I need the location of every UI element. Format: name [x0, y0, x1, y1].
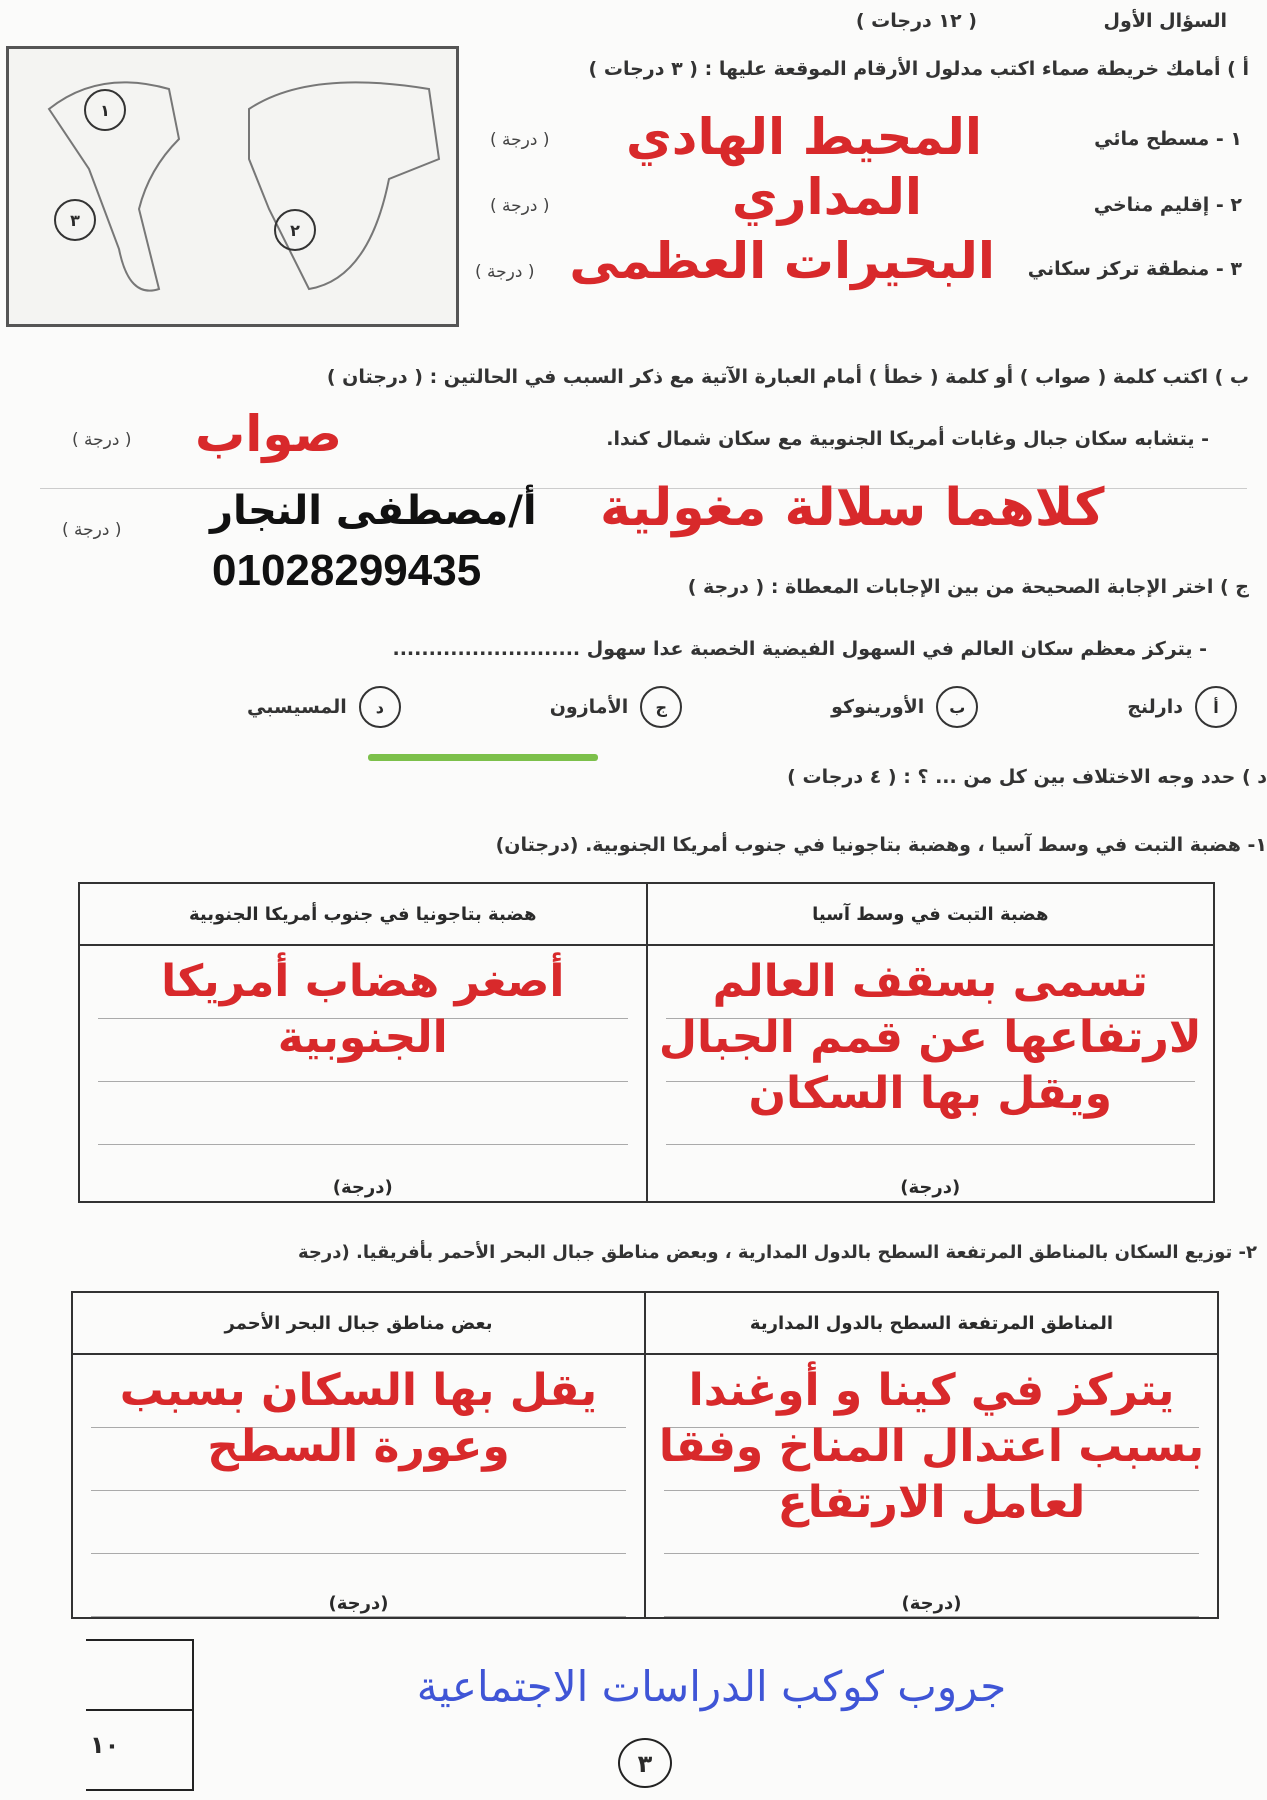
option-c-letter: ج: [640, 686, 682, 728]
part-b-answer: صواب: [195, 405, 343, 463]
table2-answer-left: يقل بها السكان بسبب وعورة السطح: [119, 1365, 598, 1472]
part-a-instruction: أ ) أمامك خريطة صماء اكتب مدلول الأرقام الموقعة عليها : ( ٣ درجات ): [588, 58, 1249, 80]
table2-cell-left: [72, 1354, 645, 1618]
part-d-item-2: ٢- توزيع السكان بالمناطق المرتفعة السطح بالدول المدارية ، وبعض مناطق جبال البحر الأحمر بأفريقيا. (درجة: [298, 1242, 1257, 1263]
comparison-table-1: [78, 882, 1215, 1203]
option-c[interactable]: [550, 686, 683, 728]
map-number-2: ٢: [274, 209, 316, 251]
score-value: ١٠: [90, 1731, 120, 1759]
part-d-item-1: ١- هضبة التبت في وسط آسيا ، وهضبة بتاجونيا في جنوب أمريكا الجنوبية. (درجتان): [495, 834, 1267, 856]
part-b-instruction: ب ) اكتب كلمة ( صواب ) أو كلمة ( خطأ ) أمام العبارة الآتية مع ذكر السبب في الحالتين : ( درجتان ): [326, 366, 1249, 388]
table1-cell-right: [647, 945, 1215, 1202]
option-b[interactable]: [831, 686, 978, 728]
option-d[interactable]: [247, 686, 401, 728]
option-c-text: الأمازون: [549, 696, 629, 718]
option-a-letter: أ: [1195, 686, 1237, 728]
item-2-mark: ( درجة ): [490, 196, 550, 216]
selected-answer-underline: [368, 754, 598, 761]
teacher-phone: 01028299435: [212, 546, 482, 595]
part-b-statement: - يتشابه سكان جبال وغابات أمريكا الجنوبية مع سكان شمال كندا.: [606, 428, 1209, 450]
item-3-label: ٣ - منطقة تركز سكاني: [1027, 258, 1242, 280]
answer-2: المداري: [731, 168, 922, 226]
question-title: [856, 10, 1227, 32]
map-number-3: ٣: [54, 199, 96, 241]
part-d-instruction: د ) حدد وجه الاختلاف بين كل من ... ؟ : ( ٤ درجات ): [787, 766, 1267, 788]
table2-mark-right: (درجة): [901, 1593, 962, 1614]
item-1-label: ١ - مسطح مائي: [1094, 128, 1242, 150]
part-c-question: - يتركز معظم سكان العالم في السهول الفيضية الخصبة عدا سهول ..........................: [392, 638, 1207, 660]
table1-mark-right: (درجة): [900, 1177, 961, 1198]
table2-header-right: المناطق المرتفعة السطح بالدول المدارية: [645, 1292, 1218, 1354]
map-number-1: ١: [84, 89, 126, 131]
option-d-text: المسيسبي: [247, 696, 347, 718]
table1-mark-left: (درجة): [332, 1177, 393, 1198]
option-b-text: الأورينوكو: [831, 696, 925, 718]
option-b-letter: ب: [936, 686, 978, 728]
table1-answer-right: تسمى بسقف العالم لارتفاعها عن قمم الجبال ويقل بها السكان: [658, 956, 1202, 1119]
option-a-text: دارلنج: [1127, 696, 1183, 718]
page-number: ٣: [618, 1738, 672, 1788]
part-c-options: [137, 686, 1237, 728]
answer-1: المحيط الهادي: [625, 108, 982, 166]
question-title-text: السؤال الأول: [1103, 10, 1227, 32]
option-a[interactable]: [1127, 686, 1237, 728]
question-marks: ( ١٢ درجات ): [855, 10, 977, 32]
part-b-mark-2: ( درجة ): [62, 520, 122, 540]
teacher-name: أ/مصطفى النجار: [210, 488, 537, 534]
part-c-instruction: ج ) اختر الإجابة الصحيحة من بين الإجابات المعطاة : ( درجة ): [687, 576, 1249, 598]
table2-answer-right: يتركز في كينا و أوغندا بسبب اعتدال المناخ وفقا لعامل الارتفاع: [658, 1365, 1205, 1528]
item-3-mark: ( درجة ): [475, 262, 535, 282]
table1-header-left: هضبة بتاجونيا في جنوب أمريكا الجنوبية: [79, 883, 647, 945]
group-name: جروب كوكب الدراسات الاجتماعية: [416, 1662, 1007, 1711]
comparison-table-2: [71, 1291, 1219, 1619]
map-outline: [9, 49, 456, 324]
world-map: [6, 46, 459, 327]
option-d-letter: د: [359, 686, 401, 728]
table2-cell-right: [645, 1354, 1218, 1618]
table1-answer-left: أصغر هضاب أمريكا الجنوبية: [161, 956, 565, 1063]
item-2-label: ٢ - إقليم مناخي: [1093, 194, 1242, 216]
table1-cell-left: [79, 945, 647, 1202]
table2-mark-left: (درجة): [328, 1593, 389, 1614]
answer-3: البحيرات العظمى: [569, 232, 995, 290]
table2-header-left: بعض مناطق جبال البحر الأحمر: [72, 1292, 645, 1354]
table1-header-right: هضبة التبت في وسط آسيا: [647, 883, 1215, 945]
part-b-mark-1: ( درجة ): [72, 430, 132, 450]
score-box: [86, 1639, 194, 1791]
part-b-reason: كلاهما سلالة مغولية: [600, 478, 1105, 538]
item-1-mark: ( درجة ): [490, 130, 550, 150]
